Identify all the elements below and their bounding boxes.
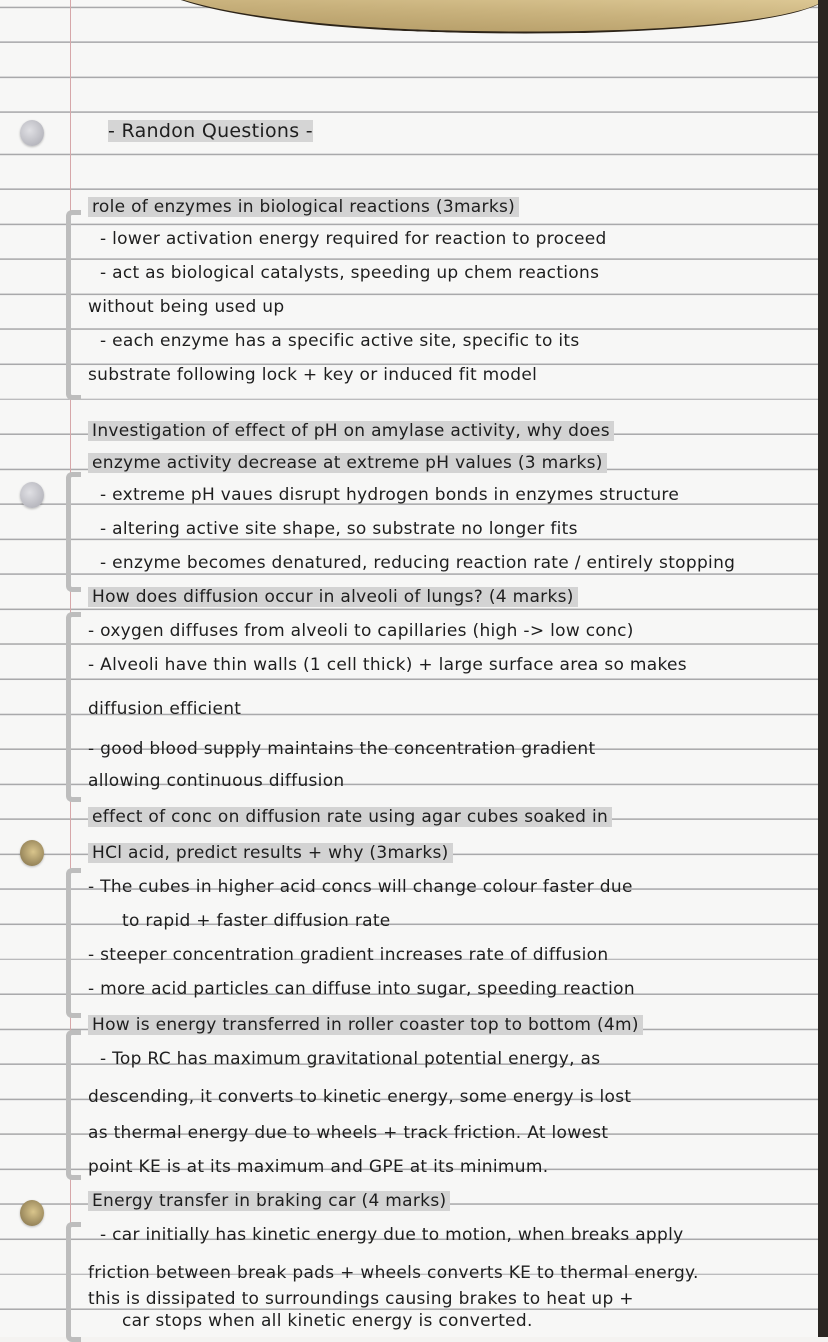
question-heading: Energy transfer in braking car (4 marks) (88, 1190, 778, 1212)
answer-bracket (66, 868, 81, 1018)
question-heading: How is energy transferred in roller coaster top to bottom (4m) (88, 1014, 778, 1036)
answer-line: - lower activation energy required for reaction to proceed (100, 229, 607, 249)
hole-punch-icon (20, 1200, 44, 1226)
answer-bracket (66, 472, 81, 592)
answer-line: without being used up (88, 297, 285, 317)
answer-line: as thermal energy due to wheels + track friction. At lowest (88, 1123, 609, 1143)
answer-line: - each enzyme has a specific active site, specific to its (100, 331, 580, 351)
question-heading: Investigation of effect of pH on amylase activity, why does (88, 420, 778, 442)
answer-line: allowing continuous diffusion (88, 771, 345, 791)
answer-line: - more acid particles can diffuse into sugar, speeding reaction (88, 979, 635, 999)
answer-line: friction between break pads + wheels converts KE to thermal energy. (88, 1263, 699, 1283)
answer-line: - enzyme becomes denatured, reducing reaction rate / entirely stopping (100, 553, 736, 573)
question-heading: role of enzymes in biological reactions (3marks) (88, 196, 778, 218)
answer-line: - extreme pH vaues disrupt hydrogen bonds in enzymes structure (100, 485, 680, 505)
question-heading: How does diffusion occur in alveoli of lungs? (4 marks) (88, 586, 778, 608)
answer-line: car stops when all kinetic energy is converted. (122, 1311, 533, 1331)
answer-line: - act as biological catalysts, speeding up chem reactions (100, 263, 600, 283)
answer-bracket (66, 1222, 81, 1342)
question-heading: HCl acid, predict results + why (3marks) (88, 842, 778, 864)
question-heading: enzyme activity decrease at extreme pH values (3 marks) (88, 452, 778, 474)
answer-line: - oxygen diffuses from alveoli to capillaries (high -> low conc) (88, 621, 634, 641)
hole-punch-icon (20, 482, 44, 508)
answer-line: - good blood supply maintains the concentration gradient (88, 739, 596, 759)
answer-line: - altering active site shape, so substrate no longer fits (100, 519, 578, 539)
wooden-table-background (149, 0, 828, 46)
hole-punch-icon (20, 840, 44, 866)
answer-line: - car initially has kinetic energy due to motion, when breaks apply (100, 1225, 684, 1245)
answer-line: point KE is at its maximum and GPE at its minimum. (88, 1157, 549, 1177)
page-title: - Randon Questions - (108, 120, 313, 142)
answer-line: - steeper concentration gradient increases rate of diffusion (88, 945, 609, 965)
answer-line: this is dissipated to surroundings causing brakes to heat up + (88, 1289, 634, 1309)
answer-bracket (66, 210, 81, 400)
page-edge-shadow (818, 0, 828, 1337)
answer-bracket (66, 1030, 81, 1180)
question-heading: effect of conc on diffusion rate using agar cubes soaked in (88, 806, 778, 828)
answer-line: - The cubes in higher acid concs will change colour faster due (88, 877, 633, 897)
answer-line: descending, it converts to kinetic energy, some energy is lost (88, 1087, 632, 1107)
answer-bracket (66, 612, 81, 802)
answer-line: diffusion efficient (88, 699, 242, 719)
answer-line: - Top RC has maximum gravitational potential energy, as (100, 1049, 601, 1069)
hole-punch-icon (20, 120, 44, 146)
answer-line: - Alveoli have thin walls (1 cell thick) + large surface area so makes (88, 655, 687, 675)
answer-line: to rapid + faster diffusion rate (122, 911, 391, 931)
answer-line: substrate following lock + key or induced fit model (88, 365, 538, 385)
